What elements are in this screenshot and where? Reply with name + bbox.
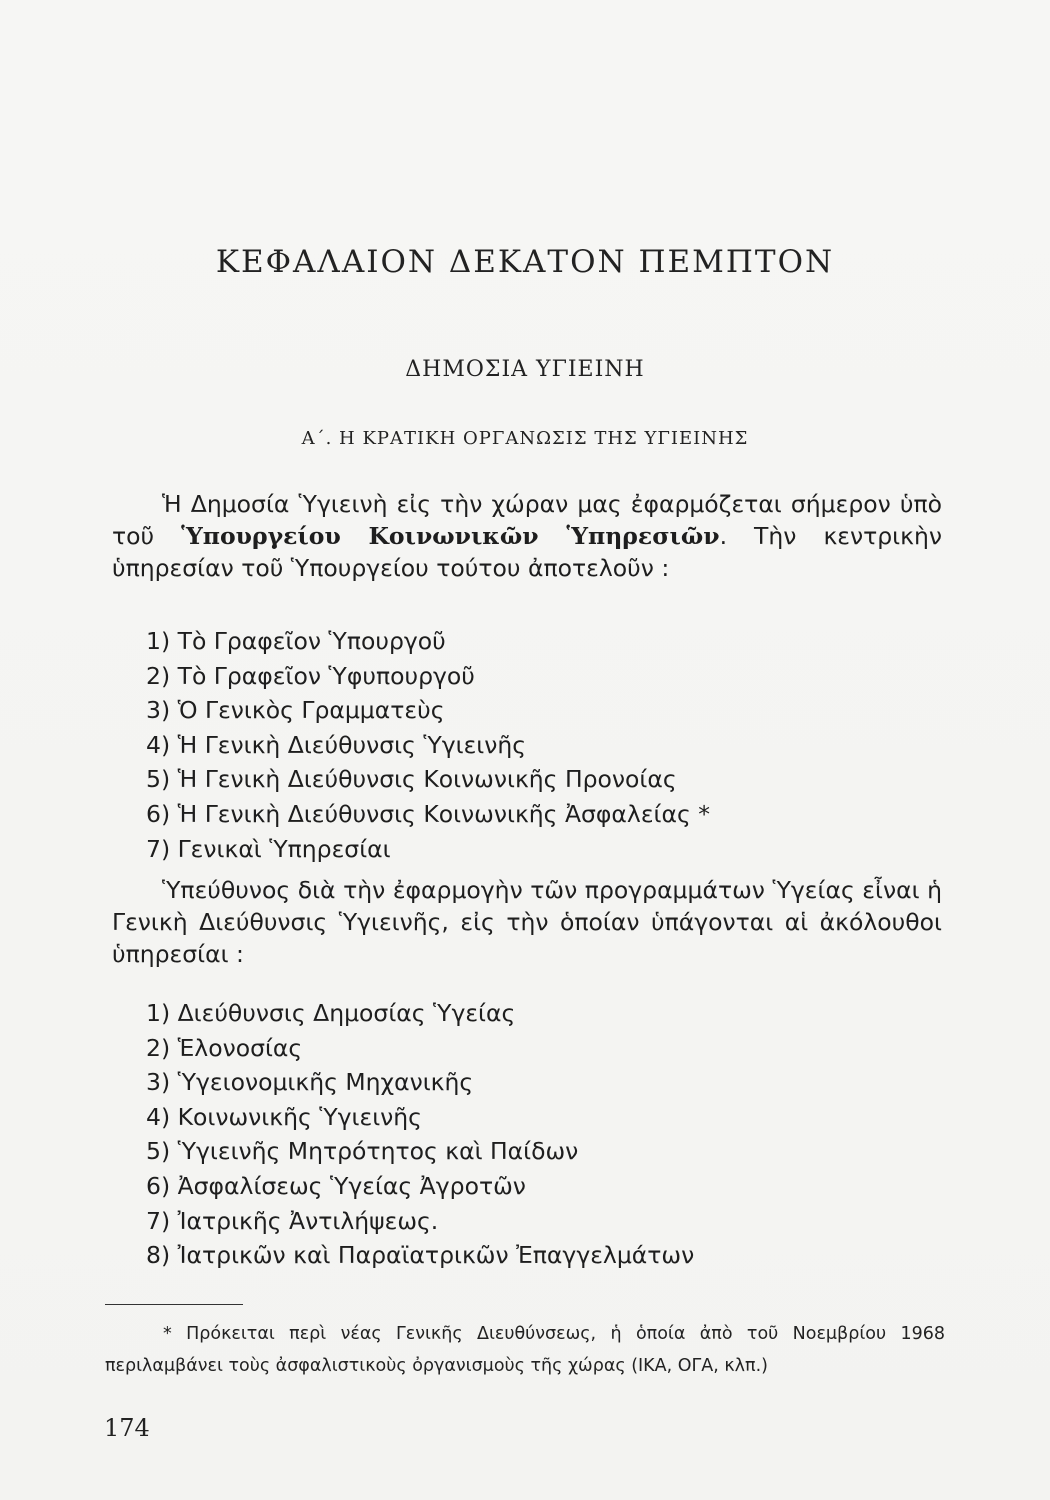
list-item: 6) Ἡ Γενικὴ Διεύθυνσις Κοινωνικῆς Ἀσφαλείας * [146,799,710,828]
intro-paragraph [112,488,942,584]
list-item: 3) Ὁ Γενικὸς Γραμματεὺς [146,696,445,725]
list-item: 1) Τὸ Γραφεῖον Ὑπουργοῦ [146,627,446,655]
chapter-title: ΚΕΦΑΛΑΙΟΝ ΔΕΚΑΤΟΝ ΠΕΜΠΤΟΝ [215,244,835,280]
subsection-title: Α΄. Η ΚΡΑΤΙΚΗ ΟΡΓΑΝΩΣΙΣ ΤΗΣ ΥΓΙΕΙΝΗΣ [301,428,749,449]
intro-text-end: . Τὴν κεντρικὴν ὑπηρεσίαν τοῦ Ὑπουργείου τούτου ἀποτελοῦν : [112,522,943,582]
list-item: 8) Ἰατρικῶν καὶ Παραϊατρικῶν Ἐπαγγελμάτων [146,1241,695,1270]
ministry-departments-list [146,624,926,866]
list-item: 5) Ὑγιεινῆς Μητρότητος καὶ Παίδων [146,1137,579,1166]
intro-text-start: Ἡ Δημοσία Ὑγιεινὴ εἰς τὴν χώραν μας ἐφαρμόζεται σήμερον ὑπὸ τοῦ [112,490,942,550]
list-item: 3) Ὑγειονομικῆς Μηχανικῆς [146,1068,474,1097]
list-item: 2) Ἑλονοσίας [146,1033,303,1062]
list-item: 4) Κοινωνικῆς Ὑγιεινῆς [146,1102,422,1131]
ministry-name: Ὑπουργείου Κοινωνικῶν Ὑπηρεσιῶν [181,522,720,550]
footnote-divider [105,1304,243,1305]
list-item: 1) Διεύθυνσις Δημοσίας Ὑγείας [146,999,516,1027]
footnote: * Πρόκειται περὶ νέας Γενικῆς Διευθύνσεως, ἡ ὁποία ἀπὸ τοῦ Νοεμβρίου 1968 περιλαμβάνει τοὺς ἀσφαλιστικοὺς ὀργανισμοὺς τῆς χώρας (ΙΚΑ, ΟΓΑ, κλπ.) [105,1324,945,1376]
list-item: 5) Ἡ Γενικὴ Διεύθυνσις Κοινωνικῆς Προνοίας [146,765,677,794]
section-title: ΔΗΜΟΣΙΑ ΥΓΙΕΙΝΗ [405,357,645,382]
list-item: 6) Ἀσφαλίσεως Ὑγείας Ἀγροτῶν [146,1171,526,1200]
list-item: 4) Ἡ Γενικὴ Διεύθυνσις Ὑγιεινῆς [146,730,527,759]
list-item: 7) Ἰατρικῆς Ἀντιλήψεως. [146,1206,439,1235]
health-services-paragraph: Ὑπεύθυνος διὰ τὴν ἐφαρμογὴν τῶν προγραμμάτων Ὑγείας εἶναι ἡ Γενικὴ Διεύθυνσις Ὑγιεινῆς, εἰς τὴν ὁποίαν ὑπάγονται αἱ ἀκόλουθοι ὑπηρεσίαι : [112,876,942,968]
list-item: 2) Τὸ Γραφεῖον Ὑφυπουργοῦ [146,661,475,690]
list-item: 7) Γενικαὶ Ὑπηρεσίαι [146,834,391,863]
health-services-list [146,996,926,1273]
page-number: 174 [104,1414,150,1442]
